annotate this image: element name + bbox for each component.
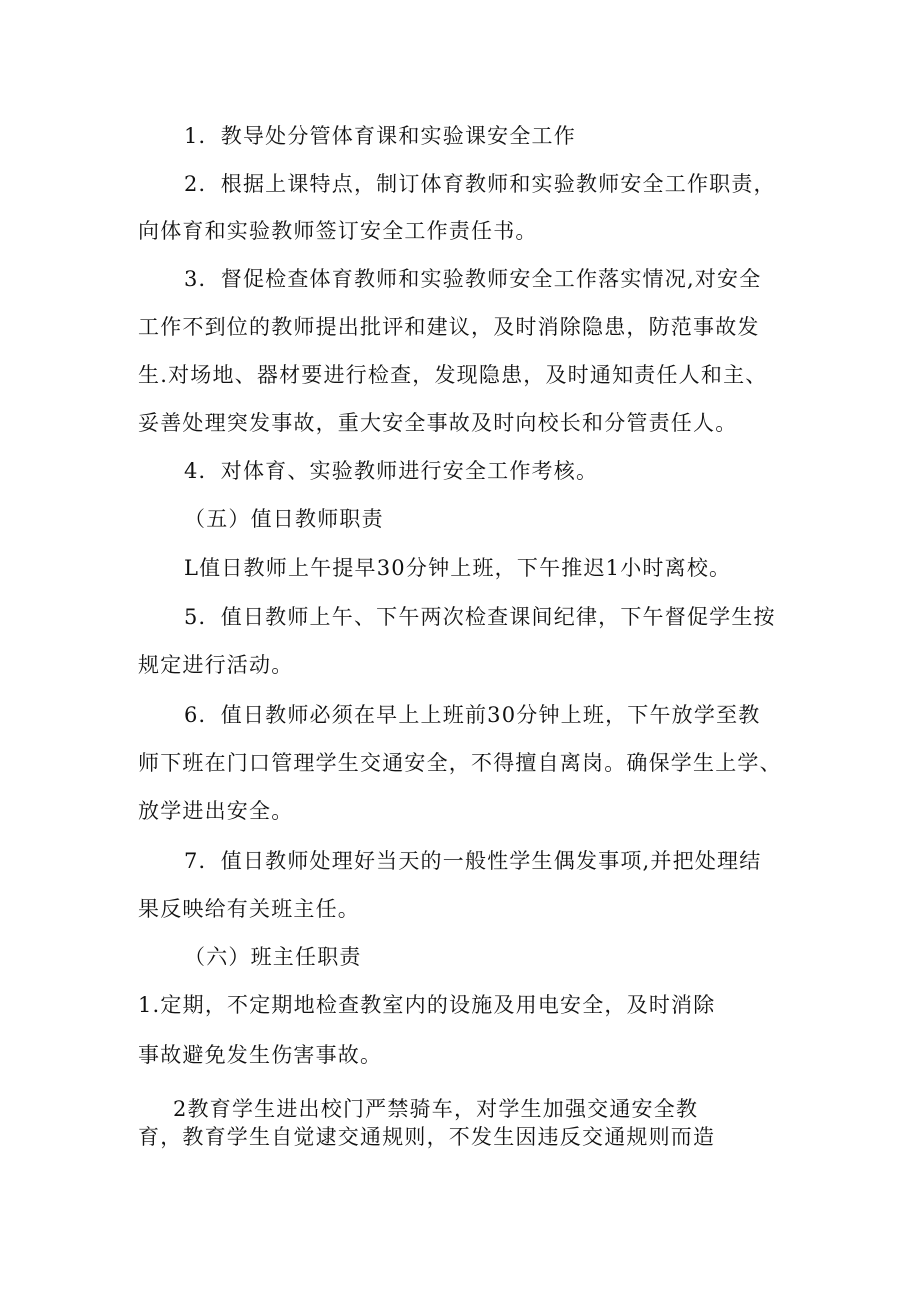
text-line: L值日教师上午提早30分钟上班，下午推迟1小时离校。 [184, 556, 732, 580]
text-line: 工作不到位的教师提出批评和建议，及时消除隐患，防范事故发 [138, 315, 760, 339]
text-line: 1．教导处分管体育课和实验课安全工作 [184, 124, 576, 148]
text-line: 师下班在门口管理学生交通安全，不得擅自离岗。确保学生上学、 [138, 751, 782, 775]
text-line: 6．值日教师必须在早上上班前30分钟上班，下午放学至教 [184, 703, 761, 727]
text-line: 1.定期，不定期地检查教室内的设施及用电安全，及时消除 [138, 993, 716, 1017]
section-heading: （五）值日教师职责 [184, 507, 384, 531]
text-line: 放学进出安全。 [138, 799, 294, 823]
section-heading: （六）班主任职责 [184, 945, 362, 969]
text-line: 3．督促检查体育教师和实验教师安全工作落实情况,对安全 [184, 267, 762, 291]
text-line: 果反映给有关班主任。 [138, 897, 360, 921]
text-line: 育，教育学生自觉逮交通规则，不发生因违反交通规则而造 [138, 1125, 716, 1149]
text-line: 7．值日教师处理好当天的一般性学生偶发事项,并把处理结 [184, 849, 762, 873]
text-line: 事故避免发生伤害事故。 [138, 1043, 383, 1067]
text-line: 妥善处理突发事故，重大安全事故及时向校长和分管责任人。 [138, 411, 738, 435]
text-line: 2教育学生进出校门严禁骑车，对学生加强交通安全教 [173, 1097, 699, 1121]
text-line: 2．根据上课特点，制订体育教师和实验教师安全工作职责， [184, 172, 776, 196]
text-line: 向体育和实验教师签订安全工作责任书。 [138, 219, 538, 243]
text-line: 4．对体育、实验教师进行安全工作考核。 [184, 459, 599, 483]
text-line: 规定进行活动。 [138, 653, 294, 677]
text-line: 生.对场地、器材要进行检查，发现隐患，及时通知责任人和主、 [138, 363, 768, 387]
text-line: 5．值日教师上午、下午两次检查课间纪律，下午督促学生按 [184, 605, 776, 629]
